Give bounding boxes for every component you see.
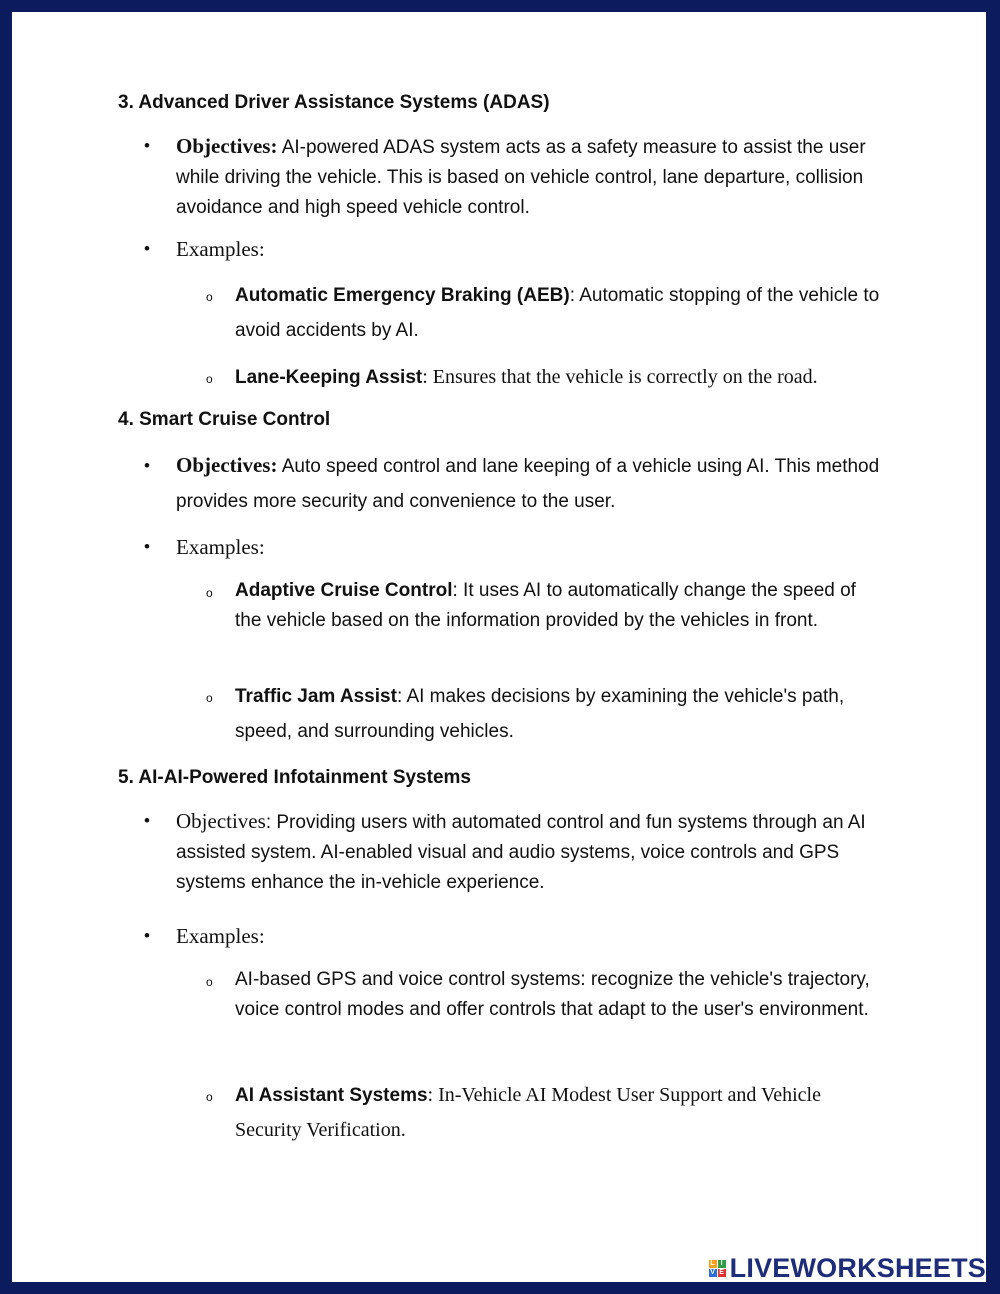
example-desc: Automatic stopping of the vehicle to avoid accidents by AI.: [235, 285, 880, 341]
example-term: AI Assistant Systems: [235, 1085, 428, 1106]
example-term: Lane-Keeping Assist: [235, 367, 423, 388]
section-title-cruise: 4. Smart Cruise Control: [118, 409, 331, 430]
objectives-bullet: • Objectives: Providing users with automated control and fun systems through an AI assisted system. AI-enabled visual and audio systems, voice controls and GPS systems enhance the in-vehicle experience.: [176, 806, 888, 898]
examples-label: Examples: [176, 237, 259, 261]
objectives-bullet: [176, 448, 888, 519]
examples-bullet: • Examples:: [176, 234, 888, 266]
objectives-label: Objectives:: [176, 453, 278, 477]
example-item: o Automatic Emergency Braking (AEB): Automatic stopping of the vehicle to avoid accidents by AI.: [235, 278, 885, 348]
example-text: AI-based GPS and voice control systems: recognize the vehicle's trajectory, voice control modes and offer controls that adapt to the user's environment.: [235, 969, 870, 1020]
examples-label: Examples: [176, 924, 259, 948]
section-title-infotainment: 5. AI-AI-Powered Infotainment Systems: [118, 767, 471, 788]
objectives-text: Providing users with automated control and fun systems through an AI assisted system. AI-enabled visual and audio systems, voice controls and GPS systems enhance the in-vehicle experience.: [176, 812, 866, 893]
example-item: o Adaptive Cruise Control: It uses AI to automatically change the speed of the vehicle based on the information provided by the vehicles in front.: [235, 576, 885, 636]
section-title-adas: 3. Advanced Driver Assistance Systems (ADAS): [118, 92, 550, 113]
example-item: [235, 965, 885, 1025]
example-term: Traffic Jam Assist: [235, 686, 397, 707]
example-item: o AI Assistant Systems: In-Vehicle AI Modest User Support and Vehicle Security Verification.: [235, 1078, 885, 1148]
examples-label: Examples: [176, 535, 259, 559]
liveworksheets-logo: [709, 1254, 986, 1282]
objectives-label: Objectives:: [176, 134, 278, 158]
brand-name: LIVEWORKSHEETS: [729, 1252, 986, 1283]
example-desc: Ensures that the vehicle is correctly on the road.: [432, 366, 818, 388]
example-term: Automatic Emergency Braking (AEB): [235, 285, 570, 306]
objectives-text: AI-powered ADAS system acts as a safety measure to assist the user while driving the vehicle. This is based on vehicle control, lane departure, collision avoidance and high speed vehicle control.: [176, 137, 866, 218]
liveworksheets-logo-icon: L I V E: [710, 1259, 725, 1276]
example-desc: In-Vehicle AI Modest User Support and Vehicle Security Verification.: [235, 1084, 821, 1141]
example-item: o Lane-Keeping Assist: Ensures that the vehicle is correctly on the road.: [235, 362, 885, 393]
example-desc: AI makes decisions by examining the vehicle's path, speed, and surrounding vehicles.: [235, 686, 845, 742]
examples-bullet: • Examples:: [176, 921, 888, 953]
example-desc: It uses AI to automatically change the speed of the vehicle based on the information provided by the vehicles in front.: [235, 580, 856, 631]
objectives-label: Objectives: [176, 809, 266, 833]
objectives-text: Auto speed control and lane keeping of a vehicle using AI. This method provides more security and convenience to the user.: [176, 456, 880, 512]
examples-bullet: • Examples:: [176, 532, 888, 564]
example-term: Adaptive Cruise Control: [235, 580, 453, 601]
example-item: o Traffic Jam Assist: AI makes decisions by examining the vehicle's path, speed, and surrounding vehicles.: [235, 679, 885, 749]
objectives-bullet: [176, 131, 888, 223]
